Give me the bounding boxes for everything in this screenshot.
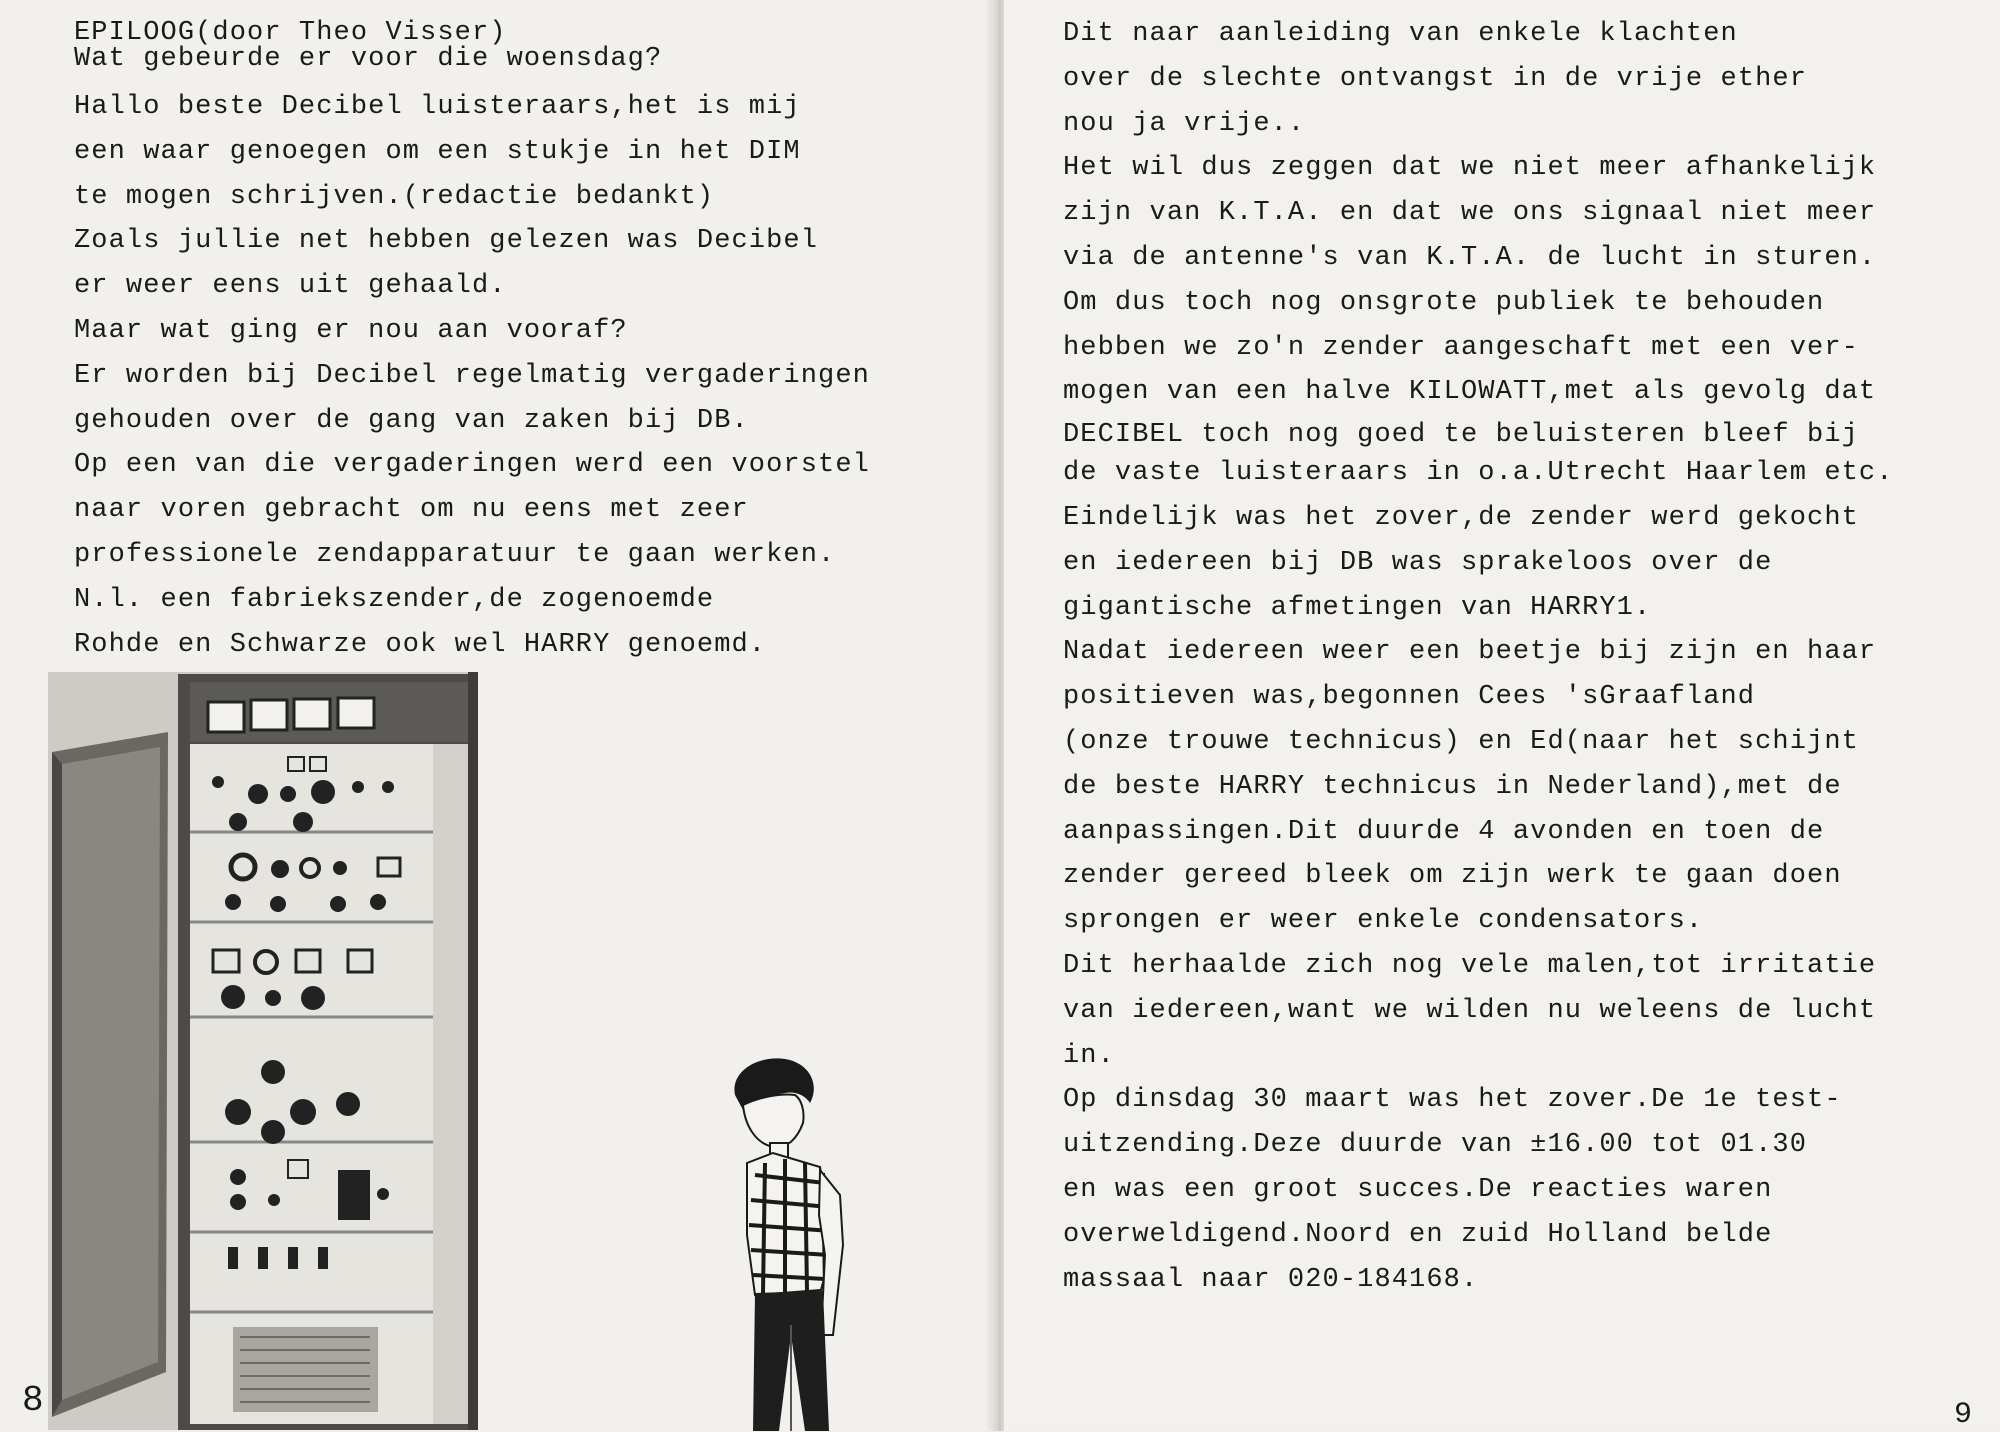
text-line: over de slechte ontvangst in de vrije ether (1063, 63, 1808, 94)
text-line: en was een groot succes.De reacties waren (1063, 1174, 1773, 1205)
left-page (0, 0, 1000, 1431)
text-line: sprongen er weer enkele condensators. (1063, 906, 1704, 937)
text-line: EPILOOG(door Theo Visser) (74, 18, 507, 48)
text-line: er weer eens uit gehaald. (74, 271, 507, 302)
text-line: een waar genoegen om een stukje in het DIM (74, 136, 801, 167)
text-line: positieven was,begonnen Cees 'sGraafland (1063, 682, 1756, 713)
text-line: professionele zendapparatuur te gaan werken. (74, 539, 836, 570)
text-line: uitzending.Deze duurde van ±16.00 tot 01.30 (1063, 1130, 1808, 1161)
text-line: Nadat iedereen weer een beetje bij zijn en haar (1063, 637, 1877, 668)
text-line: Op dinsdag 30 maart was het zover.De 1e test- (1063, 1085, 1842, 1116)
text-line: Op een van die vergaderingen werd een voorstel (74, 450, 870, 481)
text-line: nou ja vrije.. (1063, 108, 1306, 139)
transmitter-cabinet-illustration (48, 672, 478, 1430)
text-line: de beste HARRY technicus in Nederland),met de (1063, 771, 1842, 802)
text-line: de vaste luisteraars in o.a.Utrecht Haarlem etc. (1063, 458, 1894, 489)
text-line: aanpassingen.Dit duurde 4 avonden en toen de (1063, 816, 1825, 847)
text-line: massaal naar 020-184168. (1063, 1264, 1479, 1295)
text-line: Hallo beste Decibel luisteraars,het is mij (74, 92, 801, 122)
right-page-text (1063, 12, 1894, 1302)
text-line: hebben we zo'n zender aangeschaft met een ver- (1063, 332, 1859, 363)
text-line: (onze trouwe technicus) en Ed(naar het schijnt (1063, 726, 1859, 757)
text-line: DECIBEL toch nog goed te beluisteren bleef bij (1063, 420, 1859, 451)
text-line: gigantische afmetingen van HARRY1. (1063, 592, 1652, 623)
text-line: zijn van K.T.A. en dat we ons signaal niet meer (1063, 198, 1877, 229)
text-line: overweldigend.Noord en zuid Holland belde (1063, 1219, 1773, 1250)
text-line: zender gereed bleek om zijn werk te gaan doen (1063, 861, 1842, 892)
page-number: 9 (1954, 1398, 1973, 1432)
text-line: Wat gebeurde er voor die woensdag? (74, 44, 663, 74)
text-line: van iedereen,want we wilden nu weleens de lucht (1063, 995, 1877, 1026)
text-line: mogen van een halve KILOWATT,met als gevolg dat (1063, 377, 1877, 408)
text-line: Eindelijk was het zover,de zender werd gekocht (1063, 502, 1859, 533)
text-line: Rohde en Schwarze ook wel HARRY genoemd. (74, 629, 767, 660)
left-page-text (74, 11, 870, 667)
text-line: en iedereen bij DB was sprakeloos over de (1063, 547, 1773, 578)
text-line: Dit herhaalde zich nog vele malen,tot irritatie (1063, 950, 1877, 981)
text-line: te mogen schrijven.(redactie bedankt) (74, 181, 715, 212)
text-line: N.l. een fabrieksz​ender,de zogenoemde (74, 584, 715, 615)
page-number: 8 (22, 1380, 44, 1421)
text-line: gehouden over de gang van zaken bij DB. (74, 405, 749, 436)
text-line: Er worden bij Decibel regelmatig vergaderingen (74, 360, 870, 391)
text-line: naar voren gebracht om nu eens met zeer (74, 495, 749, 526)
transmitter-cabinet-photo (48, 672, 478, 1430)
boy-illustration (725, 1055, 860, 1431)
text-line: via de antenne's van K.T.A. de lucht in sturen. (1063, 242, 1877, 273)
text-line: Het wil dus zeggen dat we niet meer afhankelijk (1063, 153, 1877, 184)
text-line: Zoals jullie net hebben gelezen was Decibel (74, 226, 819, 257)
right-page (1004, 0, 2000, 1431)
text-line: in. (1063, 1040, 1115, 1071)
text-line: Dit naar aanleiding van enkele klachten (1063, 19, 1738, 49)
text-line: Om dus toch nog onsgrote publiek te behouden (1063, 287, 1825, 318)
text-line: Maar wat ging er nou aan vooraf? (74, 315, 628, 346)
